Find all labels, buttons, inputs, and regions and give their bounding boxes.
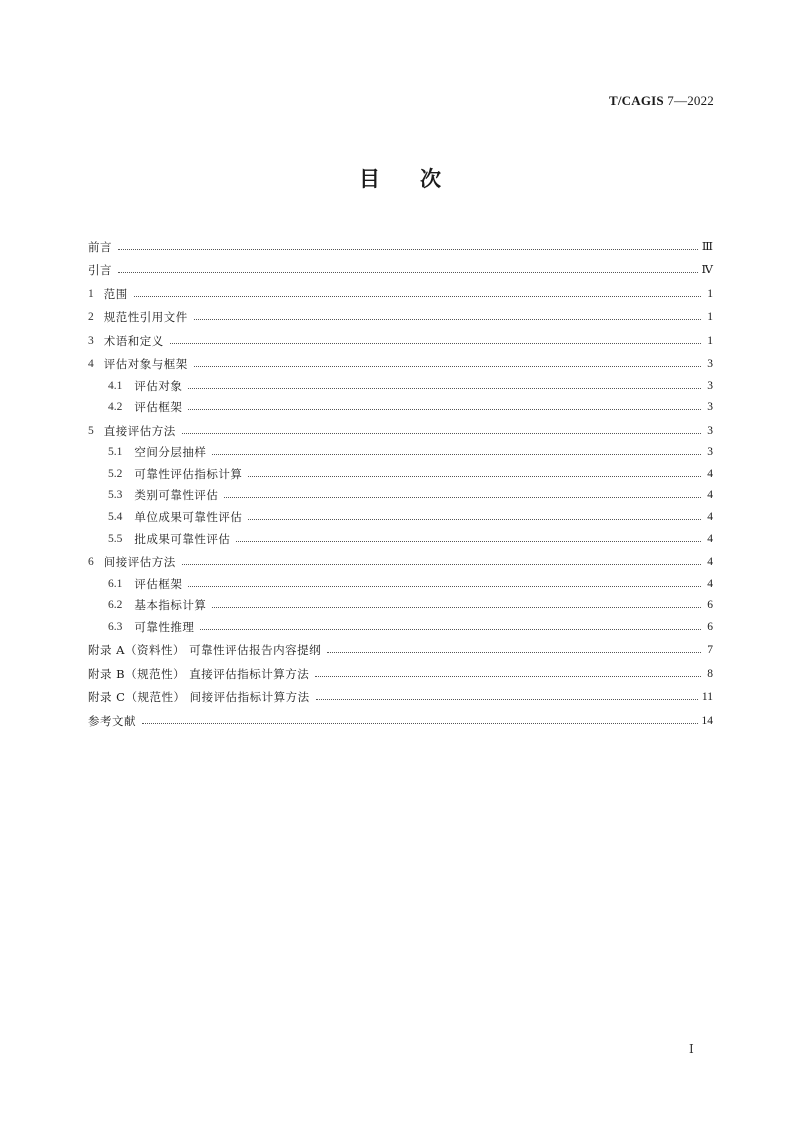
toc-leader-dots: [248, 518, 701, 520]
toc-entry-label: 附录 C（规范性） 间接评估指标计算方法: [88, 690, 310, 705]
toc-entry-number: 4.1: [108, 379, 123, 392]
toc-entry-label: 评估框架: [134, 576, 183, 591]
toc-entry-number: 6.3: [108, 620, 123, 633]
toc-leader-dots: [134, 295, 701, 297]
toc-entry-page: 6: [707, 620, 713, 633]
toc-leader-dots: [182, 563, 701, 565]
toc-entry[interactable]: [88, 277, 713, 301]
toc-entry-number: 6.1: [108, 577, 123, 590]
toc-entry[interactable]: [88, 681, 713, 705]
toc-entry-label: 评估框架: [134, 400, 183, 415]
toc-leader-dots: [188, 408, 701, 410]
toc-entry-number: 5: [88, 424, 94, 437]
toc-entry[interactable]: [88, 301, 713, 325]
toc-entry-label: 引言: [88, 263, 112, 277]
toc-entry-number: 5.2: [108, 467, 123, 480]
toc-entry-label: 可靠性评估指标计算: [134, 466, 243, 481]
toc-leader-dots: [327, 651, 701, 653]
toc-leader-dots: [188, 387, 701, 389]
toc-entry-number: 1: [88, 287, 94, 300]
page-title: 目次: [359, 167, 481, 191]
toc-entry-page: 3: [707, 358, 713, 370]
toc-entry-label: 评估对象与框架: [103, 357, 188, 371]
toc-entry-page: Ⅲ: [701, 240, 713, 253]
toc-entry-label: 范围: [103, 286, 128, 301]
toc-entry[interactable]: [88, 657, 713, 681]
toc-entry-number: 5.1: [108, 446, 123, 459]
document-code-number: 7—2022: [667, 93, 714, 108]
toc-entry-label: 参考文献: [88, 713, 136, 728]
toc-entry-label: 直接评估方法: [103, 423, 176, 438]
toc-entry-page: 3: [707, 401, 713, 414]
toc-entry[interactable]: [88, 704, 713, 728]
toc-entry-label: 可靠性推理: [134, 619, 195, 634]
toc-entry-label: 类别可靠性评估: [134, 488, 219, 503]
toc-entry[interactable]: [88, 230, 713, 254]
toc-entry[interactable]: [88, 414, 713, 438]
toc-entry-label: 批成果可靠性评估: [134, 531, 231, 546]
toc-leader-dots: [200, 628, 701, 630]
toc-leader-dots: [182, 432, 701, 434]
toc-entry-page: 3: [707, 424, 713, 437]
document-code: [609, 93, 714, 109]
toc-leader-dots: [118, 248, 698, 250]
toc-leader-dots: [315, 675, 701, 677]
toc-entry-label: 空间分层抽样: [134, 445, 207, 460]
toc-entry-label: 单位成果可靠性评估: [134, 510, 243, 525]
toc-leader-dots: [142, 722, 698, 724]
toc-entry-number: 4: [88, 358, 94, 370]
toc-entry-label: 间接评估方法: [103, 555, 176, 570]
toc-entry-page: 6: [707, 599, 713, 612]
toc-entry-label: 附录 A（资料性） 可靠性评估报告内容提纲: [88, 643, 322, 658]
toc-leader-dots: [118, 271, 698, 273]
toc-entry[interactable]: [88, 634, 713, 658]
toc-entry[interactable]: [88, 591, 713, 613]
toc-entry-page: 1: [707, 287, 713, 300]
toc-entry-page: 4: [707, 556, 713, 569]
toc-entry-number: 3: [88, 334, 94, 347]
toc-entry-page: 11: [701, 691, 713, 704]
toc-entry-label: 前言: [88, 239, 112, 254]
table-of-contents: [88, 230, 713, 728]
toc-entry-page: 1: [707, 311, 713, 323]
toc-leader-dots: [188, 585, 701, 587]
toc-leader-dots: [212, 453, 701, 455]
toc-entry-number: 5.5: [108, 532, 123, 545]
toc-entry[interactable]: [88, 393, 713, 415]
toc-entry[interactable]: [88, 254, 713, 278]
toc-entry[interactable]: [88, 502, 713, 524]
toc-entry-page: 3: [707, 446, 713, 459]
toc-leader-dots: [194, 318, 701, 320]
toc-entry-page: Ⅳ: [701, 264, 713, 276]
toc-leader-dots: [236, 540, 701, 542]
toc-entry-page: 1: [707, 334, 713, 347]
toc-leader-dots: [316, 698, 698, 700]
toc-entry[interactable]: [88, 524, 713, 546]
toc-entry-label: 附录 B（规范性） 直接评估指标计算方法: [88, 666, 310, 681]
toc-entry[interactable]: [88, 481, 713, 503]
toc-entry-page: 4: [707, 511, 713, 524]
toc-entry[interactable]: [88, 612, 713, 634]
toc-leader-dots: [212, 606, 701, 608]
toc-entry-page: 3: [707, 379, 713, 392]
toc-entry[interactable]: [88, 569, 713, 591]
toc-leader-dots: [194, 365, 701, 367]
toc-entry-page: 4: [707, 532, 713, 545]
toc-entry-page: 14: [701, 714, 713, 727]
toc-entry[interactable]: [88, 324, 713, 348]
toc-entry-page: 4: [707, 489, 713, 502]
toc-entry-label: 评估对象: [134, 378, 183, 393]
toc-entry-label: 基本指标计算: [134, 598, 207, 613]
toc-entry-number: 5.3: [108, 489, 123, 502]
toc-leader-dots: [170, 342, 701, 344]
toc-entry[interactable]: [88, 546, 713, 570]
toc-entry[interactable]: [88, 348, 713, 372]
toc-entry-label: 术语和定义: [103, 333, 164, 348]
toc-entry-page: 7: [707, 644, 713, 657]
toc-entry-number: 4.2: [108, 401, 123, 414]
toc-leader-dots: [224, 496, 701, 498]
toc-entry-number: 2: [88, 311, 94, 323]
toc-entry-label: 规范性引用文件: [103, 310, 188, 324]
toc-leader-dots: [248, 475, 701, 477]
document-code-prefix: T/CAGIS: [608, 93, 664, 108]
toc-entry-number: 5.4: [108, 511, 123, 524]
toc-entry-page: 8: [707, 667, 713, 680]
toc-entry-page: 4: [707, 577, 713, 590]
toc-entry[interactable]: [88, 438, 713, 460]
toc-entry-number: 6.2: [108, 599, 123, 612]
toc-entry[interactable]: [88, 371, 713, 393]
page-number: Ⅰ: [689, 1042, 694, 1056]
toc-entry-number: 6: [88, 556, 94, 569]
toc-entry[interactable]: [88, 459, 713, 481]
toc-entry-page: 4: [707, 467, 713, 480]
